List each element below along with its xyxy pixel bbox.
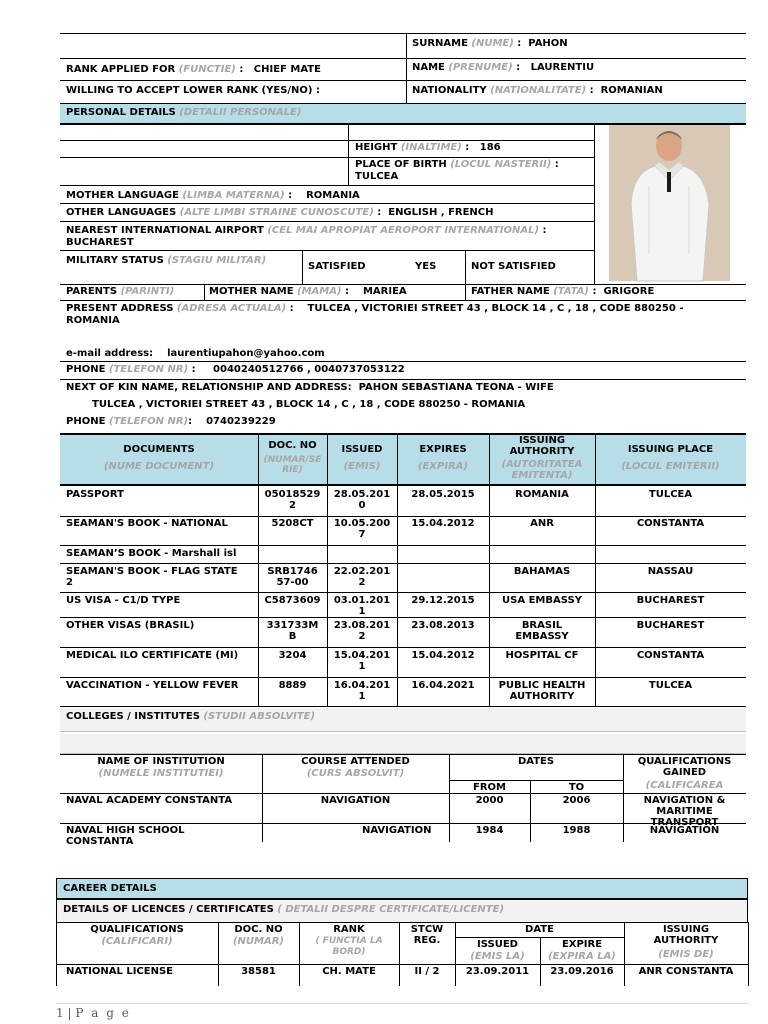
- airport-field: NEAREST INTERNATIONAL AIRPORT (CEL MAI APROPIAT AEROPORT INTERNATIONAL) :: [66, 225, 547, 236]
- rank-applied-field: RANK APPLIED FOR (FUNCTIE) : CHIEF MATE: [66, 64, 321, 75]
- th-career-doc-no-ro: (NUMAR): [232, 936, 285, 947]
- mother-language-field: MOTHER LANGUAGE (LIMBA MATERNA) : ROMANIA: [66, 190, 360, 201]
- name-field: NAME (PRENUME) : LAURENTIU: [412, 62, 595, 73]
- military-yes: YES: [415, 261, 437, 272]
- career-details-header: CAREER DETAILS: [56, 878, 748, 900]
- colleges-spacer: [60, 734, 746, 754]
- page-number: 1: [56, 1006, 64, 1020]
- next-of-kin-address: TULCEA , VICTORIEI STREET 43 , BLOCK 14 , C , 18 , CODE 880250 - ROMANIA: [92, 399, 526, 410]
- email-field: e-mail address: laurentiupahon@yahoo.com: [66, 348, 325, 359]
- th-course-ro: (CURS ABSOLVIT): [306, 768, 405, 779]
- th-issuing-place-ro: (LOCUL EMITERII): [621, 461, 720, 472]
- th-career-qualifications: QUALIFICATIONS: [90, 924, 184, 935]
- name-value: LAURENTIU: [530, 62, 595, 73]
- th-expires-ro: (EXPIRA): [417, 461, 469, 472]
- th-dates: DATES: [517, 756, 555, 767]
- father-name-field: FATHER NAME (TATA) : GRIGORE: [471, 286, 655, 297]
- present-address-field: PRESENT ADDRESS (ADRESA ACTUALA) : TULCEA , VICTORIEI STREET 43 , BLOCK 14 , C , 18 , CODE 880250 -: [66, 303, 684, 314]
- th-doc-no: DOC. NO: [268, 440, 317, 451]
- th-issuing-authority-ro: (AUTORITATEA EMITENTA): [501, 459, 583, 481]
- licences-subheader: DETAILS OF LICENCES / CERTIFICATES ( DETALII DESPRE CERTIFICATE/LICENTE): [56, 900, 748, 922]
- place-of-birth-field: PLACE OF BIRTH (LOCUL NASTERII) :: [355, 159, 559, 170]
- lower-rank-field: WILLING TO ACCEPT LOWER RANK (YES/NO) :: [66, 85, 320, 96]
- phone-field: PHONE (TELEFON NR) : 0040240512766 , 0040737053122: [66, 364, 405, 375]
- parents-field: PARENTS (PARINTI): [66, 286, 175, 297]
- nationality-value: ROMANIAN: [600, 85, 663, 96]
- rank-value: CHIEF MATE: [253, 64, 321, 75]
- next-of-kin-field: NEXT OF KIN NAME, RELATIONSHIP AND ADDRESS: PAHON SEBASTIANA TEONA - WIFE: [66, 382, 554, 393]
- th-documents: DOCUMENTS: [123, 444, 195, 455]
- th-career-expire: EXPIRE: [561, 939, 603, 950]
- th-career-issued-ro: (EMIS LA): [470, 951, 525, 962]
- th-date: DATE: [525, 924, 554, 935]
- military-not-satisfied: NOT SATISFIED: [471, 261, 556, 272]
- th-issuing-place: ISSUING PLACE: [627, 444, 714, 455]
- th-doc-no-ro: (NUMAR/SE RIE): [263, 455, 322, 475]
- th-from: FROM: [473, 782, 506, 793]
- mother-name-field: MOTHER NAME (MAMA) : MARIEA: [209, 286, 407, 297]
- th-qualifications-ro: (CALIFICAREA: [645, 780, 724, 791]
- th-career-rank-ro: ( FUNCTIA LA BORD): [315, 936, 383, 957]
- present-address-country: ROMANIA: [66, 315, 120, 326]
- military-status-field: MILITARY STATUS (STAGIU MILITAR): [66, 255, 267, 266]
- th-career-qualifications-ro: (CALIFICARI): [101, 936, 173, 947]
- th-to: TO: [568, 782, 585, 793]
- airport-value: BUCHAREST: [66, 237, 134, 248]
- surname-value: PAHON: [528, 38, 568, 49]
- th-career-authority-ro: (EMIS DE): [658, 949, 714, 960]
- nationality-field: NATIONALITY (NATIONALITATE) : ROMANIAN: [412, 85, 663, 96]
- email-value: laurentiupahon@yahoo.com: [167, 348, 325, 359]
- th-career-authority: ISSUING AUTHORITY: [653, 924, 719, 946]
- personal-details-header: PERSONAL DETAILS (DETALII PERSONALE): [60, 103, 746, 124]
- th-career-expire-ro: (EXPIRA LA): [548, 951, 616, 962]
- applicant-photo: [609, 124, 730, 281]
- th-issuing-authority: ISSUING AUTHORITY: [509, 435, 575, 457]
- page-footer: 1 | P a g e: [56, 1006, 131, 1020]
- th-qualifications: QUALIFICATIONS GAINED: [637, 756, 732, 778]
- documents-table-header: [60, 433, 746, 486]
- th-institution-ro: (NUMELE INSTITUTIEI): [98, 768, 224, 779]
- th-course: COURSE ATTENDED: [301, 756, 410, 767]
- th-stcw: STCW REG.: [410, 924, 444, 946]
- th-career-rank: RANK: [333, 924, 365, 935]
- other-languages-field: OTHER LANGUAGES (ALTE LIMBI STRAINE CUNOSCUTE) : ENGLISH , FRENCH: [66, 207, 494, 218]
- surname-field: SURNAME (NUME) : PAHON: [412, 38, 568, 49]
- military-satisfied: SATISFIED: [308, 261, 366, 272]
- th-expires: EXPIRES: [419, 444, 467, 455]
- th-issued: ISSUED: [341, 444, 383, 455]
- th-issued-ro: (EMIS): [343, 461, 381, 472]
- colleges-section-header: COLLEGES / INSTITUTES (STUDII ABSOLVITE): [60, 708, 746, 732]
- th-institution: NAME OF INSTITUTION: [97, 756, 225, 767]
- th-documents-ro: (NUME DOCUMENT): [103, 461, 215, 472]
- th-career-doc-no: DOC. NO: [234, 924, 283, 935]
- kin-phone-field: PHONE (TELEFON NR): 0740239229: [66, 416, 276, 427]
- height-field: HEIGHT (INALTIME) : 186: [355, 142, 501, 153]
- th-career-issued: ISSUED: [477, 939, 518, 950]
- place-of-birth-value: TULCEA: [355, 171, 399, 182]
- height-value: 186: [479, 142, 501, 153]
